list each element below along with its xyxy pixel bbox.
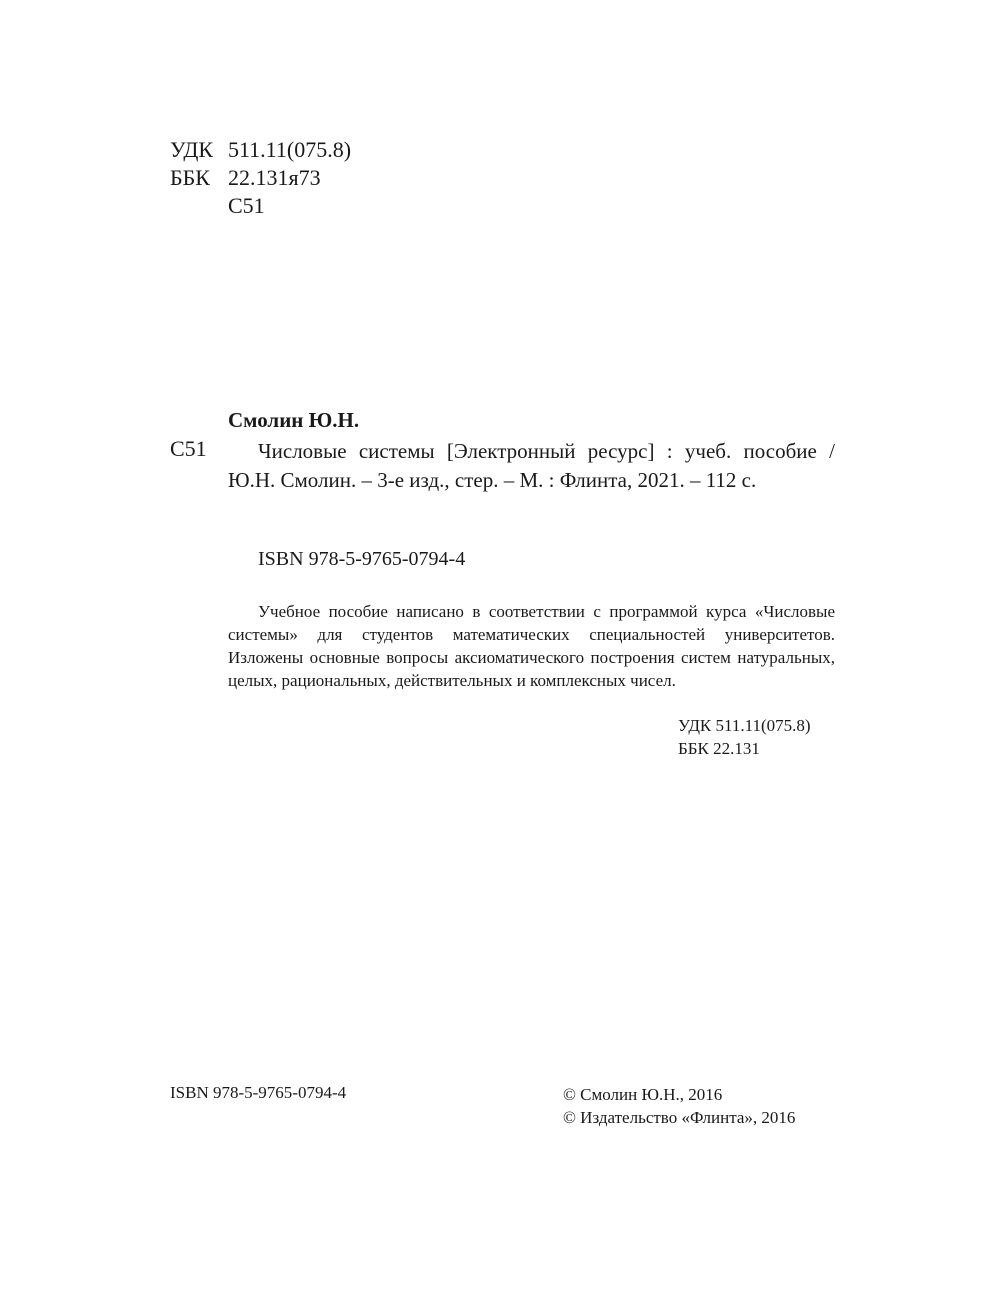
bibliographic-description [228,437,835,495]
copyright-author: © Смолин Ю.Н., 2016 [563,1085,723,1104]
annotation-codes [678,714,811,760]
description-text: Числовые системы [Электронный ресурс] : учеб. пособие / Ю.Н. Смолин. – 3-е изд., стер. – М. : Флинта, 2021. – 112 с. [228,439,835,492]
annotation-udk: УДК 511.11(075.8) [678,716,811,735]
copyright-block [563,1083,795,1129]
author-mark-line [170,192,351,220]
bbk-value: 22.131я73 [228,165,321,190]
classification-block [170,136,351,220]
author-mark-top: С51 [228,193,265,218]
udk-line [170,136,351,164]
udk-label: УДК [170,137,214,162]
annotation-text: Учебное пособие написано в соответствии с программой курса «Числовые системы» для студентов математических специальностей университетов. Изложены основные вопросы аксиоматического построения систем натуральных, целых, рациональных, действительных и комплексных чисел. [228,602,835,690]
bbk-label: ББК [170,165,210,190]
author-heading: Смолин Ю.Н. [228,408,360,432]
udk-value: 511.11(075.8) [228,137,352,162]
bbk-line [170,164,351,192]
isbn-main: ISBN 978-5-9765-0794-4 [258,548,466,570]
copyright-publisher: © Издательство «Флинта», 2016 [563,1108,796,1127]
author-mark-left: С51 [170,436,207,461]
annotation-bbk: ББК 22.131 [678,739,760,758]
footer-isbn: ISBN 978-5-9765-0794-4 [170,1083,347,1102]
